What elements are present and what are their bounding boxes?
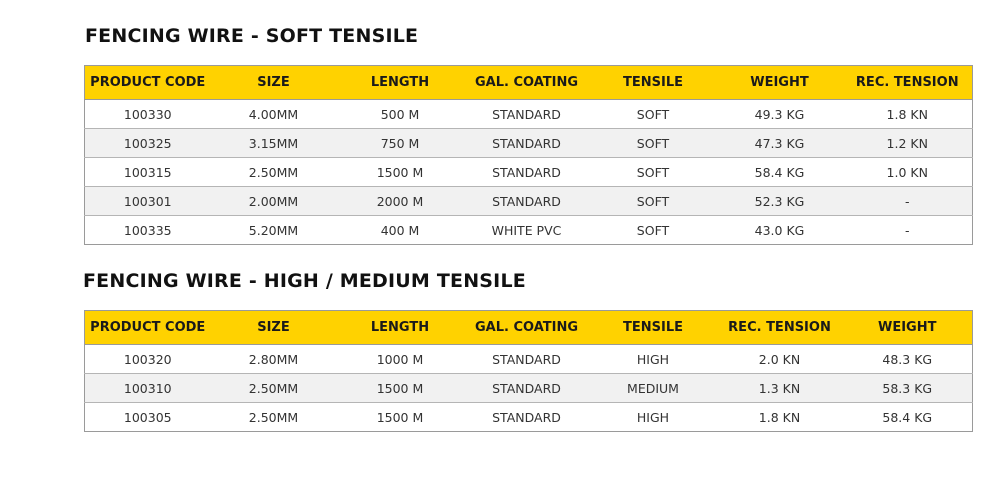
weight-cell: 43.0 KG — [717, 216, 843, 245]
column-header-size: SIZE — [211, 311, 337, 345]
weight-cell: 58.4 KG — [717, 158, 843, 187]
product-code-cell: 100320 — [123, 351, 172, 367]
rec-tension-cell: - — [843, 216, 973, 245]
table-row — [85, 216, 973, 245]
column-header-rec-tension: REC. TENSION — [843, 66, 973, 100]
tensile-cell: SOFT — [590, 187, 717, 216]
high-medium-tensile-title: FENCING WIRE - HIGH / MEDIUM TENSILE — [83, 270, 526, 292]
column-header-tensile: TENSILE — [590, 311, 717, 345]
size-cell: 2.50MM — [211, 158, 337, 187]
product-code-cell: 100301 — [85, 187, 211, 216]
size-cell: 2.50MM — [211, 374, 337, 403]
rec-tension-cell: 1.3 KN — [717, 374, 843, 403]
table-row — [85, 374, 973, 403]
length-cell: 1500 M — [337, 403, 464, 432]
table-row — [85, 158, 973, 187]
weight-cell: 58.3 KG — [843, 374, 973, 403]
gal-coating-cell: STANDARD — [464, 158, 590, 187]
product-code-cell: 100325 — [85, 129, 211, 158]
length-cell: 1000 M — [376, 351, 424, 367]
length-cell: 400 M — [337, 216, 464, 245]
rec-tension-cell: 1.8 KN — [717, 403, 843, 432]
table-row — [85, 345, 973, 374]
tensile-cell: MEDIUM — [590, 374, 717, 403]
column-header-gal-coating: GAL. COATING — [464, 311, 590, 345]
gal-coating-cell: STANDARD — [492, 106, 561, 122]
length-cell: 1500 M — [337, 158, 464, 187]
rec-tension-cell: 1.8 KN — [886, 106, 928, 122]
size-cell: 2.00MM — [211, 187, 337, 216]
column-header-gal-coating: GAL. COATING — [464, 66, 590, 100]
product-code-cell: 100335 — [85, 216, 211, 245]
product-code-cell: 100315 — [85, 158, 211, 187]
weight-cell: 52.3 KG — [717, 187, 843, 216]
size-cell: 4.00MM — [248, 106, 299, 122]
weight-cell: 47.3 KG — [717, 129, 843, 158]
product-code-cell: 100330 — [123, 106, 172, 122]
tensile-cell: HIGH — [636, 351, 670, 367]
size-cell: 5.20MM — [211, 216, 337, 245]
rec-tension-cell: 1.0 KN — [843, 158, 973, 187]
length-cell: 500 M — [380, 106, 420, 122]
column-header-product-code: PRODUCT CODE — [85, 66, 211, 100]
column-header-length: LENGTH — [337, 311, 464, 345]
length-cell: 750 M — [337, 129, 464, 158]
tensile-cell: SOFT — [590, 129, 717, 158]
gal-coating-cell: STANDARD — [492, 351, 561, 367]
high-medium-tensile-table — [84, 310, 973, 432]
column-header-tensile: TENSILE — [590, 66, 717, 100]
size-cell: 2.80MM — [248, 351, 299, 367]
gal-coating-cell: STANDARD — [464, 374, 590, 403]
table-row — [85, 129, 973, 158]
weight-cell: 48.3 KG — [882, 351, 933, 367]
product-code-cell: 100310 — [85, 374, 211, 403]
table-row — [85, 187, 973, 216]
table-header-row — [85, 66, 973, 100]
rec-tension-cell: 1.2 KN — [843, 129, 973, 158]
gal-coating-cell: STANDARD — [464, 129, 590, 158]
table-header-row — [85, 311, 973, 345]
weight-cell: 49.3 KG — [754, 106, 805, 122]
column-header-length: LENGTH — [337, 66, 464, 100]
size-cell: 3.15MM — [211, 129, 337, 158]
tensile-cell: SOFT — [636, 106, 670, 122]
weight-cell: 58.4 KG — [843, 403, 973, 432]
size-cell: 2.50MM — [211, 403, 337, 432]
soft-tensile-title: FENCING WIRE - SOFT TENSILE — [85, 25, 419, 47]
column-header-weight: WEIGHT — [717, 66, 843, 100]
column-header-product-code: PRODUCT CODE — [85, 311, 211, 345]
column-header-rec-tension: REC. TENSION — [717, 311, 843, 345]
rec-tension-cell: 2.0 KN — [758, 351, 801, 367]
rec-tension-cell: - — [843, 187, 973, 216]
length-cell: 1500 M — [337, 374, 464, 403]
table-row — [85, 403, 973, 432]
column-header-size: SIZE — [211, 66, 337, 100]
column-header-weight: WEIGHT — [843, 311, 973, 345]
length-cell: 2000 M — [337, 187, 464, 216]
soft-tensile-table — [84, 65, 973, 245]
table-row — [85, 100, 973, 129]
gal-coating-cell: WHITE PVC — [464, 216, 590, 245]
tensile-cell: HIGH — [590, 403, 717, 432]
tensile-cell: SOFT — [590, 158, 717, 187]
product-code-cell: 100305 — [85, 403, 211, 432]
tensile-cell: SOFT — [590, 216, 717, 245]
gal-coating-cell: STANDARD — [464, 187, 590, 216]
gal-coating-cell: STANDARD — [464, 403, 590, 432]
